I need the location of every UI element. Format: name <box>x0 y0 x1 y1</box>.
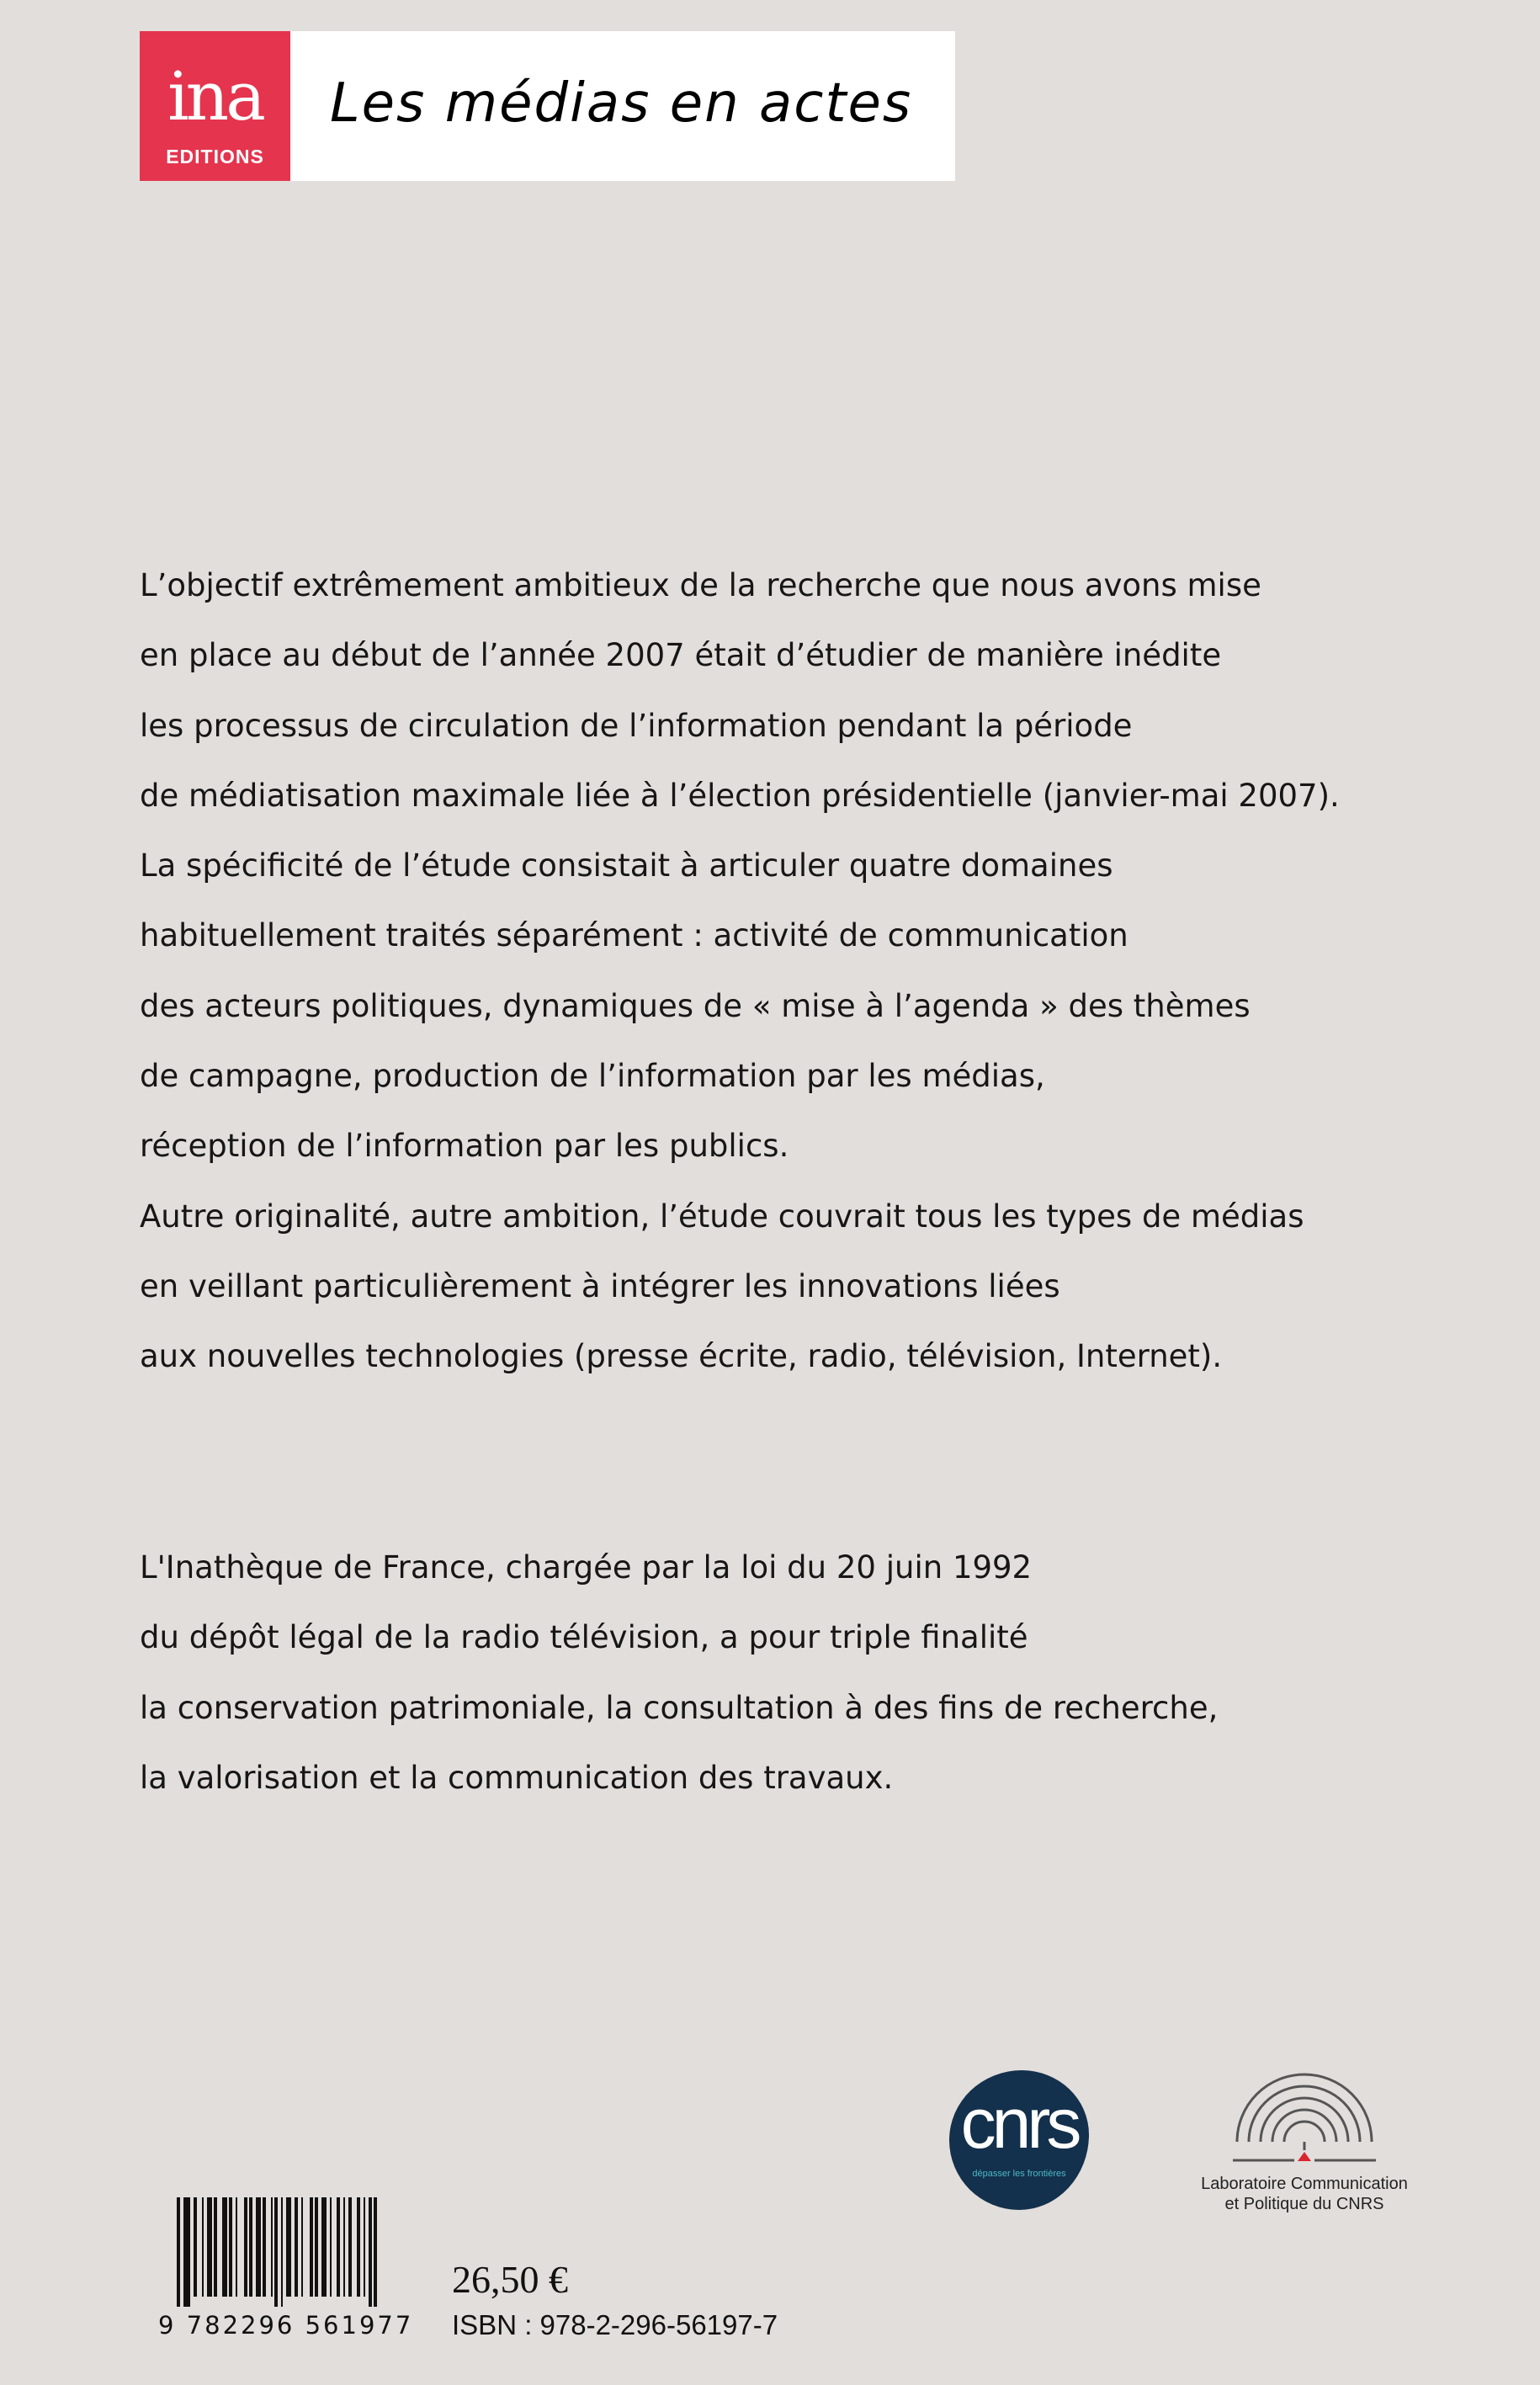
text-line: des acteurs politiques, dynamiques de « mise à l’agenda » des thèmes <box>140 987 1251 1024</box>
lab-name-line-1: Laboratoire Communication <box>1201 2175 1408 2193</box>
barcode-bar <box>244 2197 247 2297</box>
barcode-bar <box>256 2197 261 2297</box>
barcode-bar <box>222 2197 227 2297</box>
barcode-bar <box>263 2197 266 2297</box>
barcode-bar <box>249 2197 252 2297</box>
text-line: habituellement traités séparément : activité de communication <box>140 917 1128 954</box>
isbn: ISBN : 978-2-296-56197-7 <box>452 2309 778 2340</box>
barcode-bar <box>194 2197 197 2297</box>
barcode-bar <box>357 2197 360 2297</box>
text-line: réception de l’information par les publics. <box>140 1128 789 1165</box>
price: 26,50 € <box>452 2258 568 2301</box>
barcode-bar <box>343 2197 345 2297</box>
isbn-barcode <box>175 2197 415 2307</box>
barcode-bar <box>315 2197 318 2297</box>
barcode-bar <box>364 2197 365 2297</box>
cnrs-tagline: dépasser les frontières <box>972 2169 1066 2179</box>
lab-logo <box>1195 2066 1414 2214</box>
barcode-digits: 9 782296 561977 <box>158 2311 414 2340</box>
description-paragraph-1 <box>140 550 1340 1392</box>
barcode-bar <box>310 2197 313 2297</box>
text-line: aux nouvelles technologies (presse écrite, radio, télévision, Internet). <box>140 1338 1223 1375</box>
cnrs-logo-text: cnrs <box>960 2084 1078 2163</box>
lab-name-line-2: et Politique du CNRS <box>1224 2195 1384 2213</box>
barcode-bar <box>214 2197 217 2297</box>
text-line: L'Inathèque de France, chargée par la loi du 20 juin 1992 <box>140 1549 1033 1586</box>
barcode-bar <box>281 2197 283 2307</box>
barcode-bar <box>274 2197 278 2307</box>
series-header <box>140 31 955 181</box>
barcode-bar <box>321 2197 327 2297</box>
barcode-bar <box>286 2197 291 2297</box>
barcode-bar <box>295 2197 298 2297</box>
barcode-bar <box>236 2197 237 2297</box>
lab-arches-icon <box>1229 2066 1380 2165</box>
barcode-bar <box>183 2197 190 2307</box>
text-line: la conservation patrimoniale, la consultation à des fins de recherche, <box>140 1689 1219 1726</box>
barcode-bar <box>202 2197 204 2297</box>
text-line: de campagne, production de l’information par les médias, <box>140 1058 1045 1095</box>
cnrs-logo <box>949 2070 1089 2210</box>
barcode-bar <box>369 2197 372 2307</box>
text-line: de médiatisation maximale liée à l’élection présidentielle (janvier-mai 2007). <box>140 777 1340 814</box>
ina-editions-logo <box>140 31 290 181</box>
series-title: Les médias en actes <box>330 72 913 135</box>
text-line: la valorisation et la communication des travaux. <box>140 1759 894 1796</box>
barcode-bar <box>330 2197 332 2297</box>
text-line: en place au début de l’année 2007 était d’étudier de manière inédite <box>140 637 1222 674</box>
barcode-bar <box>337 2197 340 2297</box>
text-line: les processus de circulation de l’information pendant la période <box>140 707 1133 744</box>
ina-logo-subtext: EDITIONS <box>166 146 264 167</box>
barcode-bar <box>177 2197 180 2307</box>
barcode-bar <box>229 2197 232 2297</box>
description-paragraph-2 <box>140 1532 1218 1813</box>
text-line: du dépôt légal de la radio télévision, a pour triple finalité <box>140 1619 1028 1656</box>
text-line: La spécificité de l’étude consistait à articuler quatre domaines <box>140 847 1113 884</box>
ina-logo-text: ina <box>167 57 263 135</box>
text-line: en veillant particulièrement à intégrer les innovations liées <box>140 1267 1060 1304</box>
barcode-bar <box>348 2197 352 2297</box>
barcode-bar <box>301 2197 303 2297</box>
barcode-bar <box>271 2197 273 2297</box>
barcode-bar <box>374 2197 377 2307</box>
text-line: L’objectif extrêmement ambitieux de la recherche que nous avons mise <box>140 567 1261 603</box>
barcode-bar <box>207 2197 212 2297</box>
text-line: Autre originalité, autre ambition, l’étude couvrait tous les types de médias <box>140 1198 1304 1235</box>
